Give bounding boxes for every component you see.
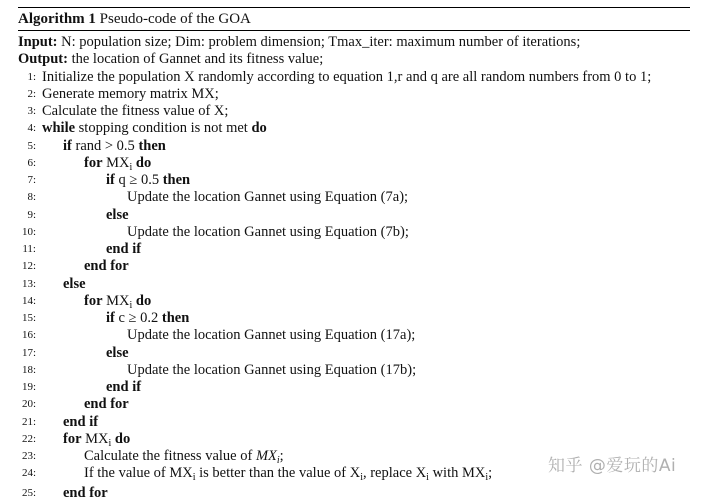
input-text: N: population size; Dim: problem dimension; Tmax_iter: maximum number of iterations; [61,34,581,50]
keyword: if [63,137,72,154]
keyword: else [106,206,129,223]
caption-label: Algorithm 1 [18,11,96,27]
step-line [18,276,690,293]
keyword: do [114,430,131,447]
step-text: MX [106,154,130,171]
cutoff-line-container [0,485,720,501]
step-line [18,172,690,189]
line-number: 22: [21,432,36,445]
step-line [18,120,690,137]
step-text: Calculate the fitness value of X; [42,103,229,120]
line-number: 5: [27,139,36,152]
step-text: is better than the value of X [195,465,361,482]
line-number: 10: [21,225,36,238]
zhihu-watermark: 知乎 @爱玩的Ai [548,456,677,476]
output-text: the location of Gannet and its fitness value; [71,51,324,68]
algorithm-steps [18,69,690,483]
keyword: end if [106,379,142,396]
line-number: 13: [21,277,36,290]
line-number: 20: [21,398,36,411]
keyword: else [106,344,129,361]
step-line [18,258,690,275]
line-number: 6: [27,156,36,169]
keyword: end if [63,413,99,430]
keyword: end if [106,241,142,258]
line-number: 25: [21,487,36,499]
step-text: Update the location Gannet using Equation (7a); [127,189,409,206]
algorithm-caption [18,8,690,30]
keyword: end for [84,396,129,413]
keyword: do [135,292,152,309]
step-line [18,310,690,327]
keyword: for [84,154,103,171]
algorithm-block [18,7,690,483]
step-line [18,241,690,258]
step-text: If the value of MX [84,465,193,482]
step-line [18,485,690,502]
line-number: 1: [27,70,36,83]
subscript: i [129,161,133,173]
line-number: 21: [21,415,36,428]
keyword: while [42,120,76,137]
keyword: else [63,275,86,292]
keyword: for [63,430,82,447]
input-line [18,31,690,51]
subscript: i [426,472,429,484]
keyword: do [251,120,267,137]
step-line [18,293,690,310]
step-text: Update the location Gannet using Equation (7b); [127,223,409,240]
line-number: 19: [21,381,36,394]
line-number: 16: [21,329,36,342]
line-number: 24: [21,467,36,480]
step-text: Update the location Gannet using Equation (17a); [127,327,416,344]
line-number: 14: [21,294,36,307]
step-line [18,207,690,224]
keyword: if [106,172,115,189]
keyword: if [106,310,115,327]
step-text: stopping condition is not met [78,120,248,137]
step-text: , replace X [362,465,427,482]
step-text: Generate memory matrix MX; [42,85,219,102]
step-line [18,431,690,448]
line-number: 17: [21,346,36,359]
keyword: end for [63,485,108,501]
step-line [18,345,690,362]
step-text: rand > 0.5 [75,137,135,154]
line-number: 9: [27,208,36,221]
line-number: 8: [27,191,36,204]
step-line [18,414,690,431]
line-number: 23: [21,450,36,463]
step-text: Update the location Gannet using Equation (17b); [127,361,417,378]
keyword: then [161,310,190,327]
output-line [18,51,690,68]
keyword: then [162,172,191,189]
subscript: i [192,472,196,484]
step-line [18,327,690,344]
line-number: 7: [27,174,36,187]
subscript: i [129,299,133,311]
step-text: ; [488,465,493,482]
line-number: 15: [21,312,36,325]
step-text-tail: ; [279,448,284,465]
step-line [18,103,690,120]
step-line [18,362,690,379]
line-number: 2: [27,87,36,100]
step-line [18,138,690,155]
subscript: i [360,472,363,484]
step-text: Calculate the fitness value of [84,448,253,465]
keyword: then [138,137,166,154]
step-text: MX [85,430,109,447]
keyword: do [135,154,152,171]
line-number: 3: [27,105,36,118]
output-label: Output: [18,51,68,68]
keyword: for [84,292,103,309]
math-symbol: MX [255,448,277,465]
step-line [18,396,690,413]
step-line [18,379,690,396]
step-line [18,69,690,86]
subscript: i [485,472,489,484]
step-text: with MX [428,465,486,482]
subscript: i [108,437,112,449]
line-number: 4: [27,122,36,135]
step-line [18,86,690,103]
subscript: i [276,455,280,467]
line-number: 12: [21,260,36,273]
step-line [18,155,690,172]
step-text: q ≥ 0.5 [118,172,160,189]
line-number: 11: [22,243,36,256]
step-text: Initialize the population X randomly according to equation 1,r and q are all random numbers from 0 to 1; [42,68,652,85]
keyword: end for [84,258,129,275]
step-text: MX [106,292,130,309]
line-number: 18: [21,363,36,376]
step-text: c ≥ 0.2 [118,310,159,327]
caption-title: Pseudo-code of the GOA [99,11,251,27]
step-line [18,224,690,241]
step-line [18,189,690,206]
input-label: Input: [18,34,58,50]
